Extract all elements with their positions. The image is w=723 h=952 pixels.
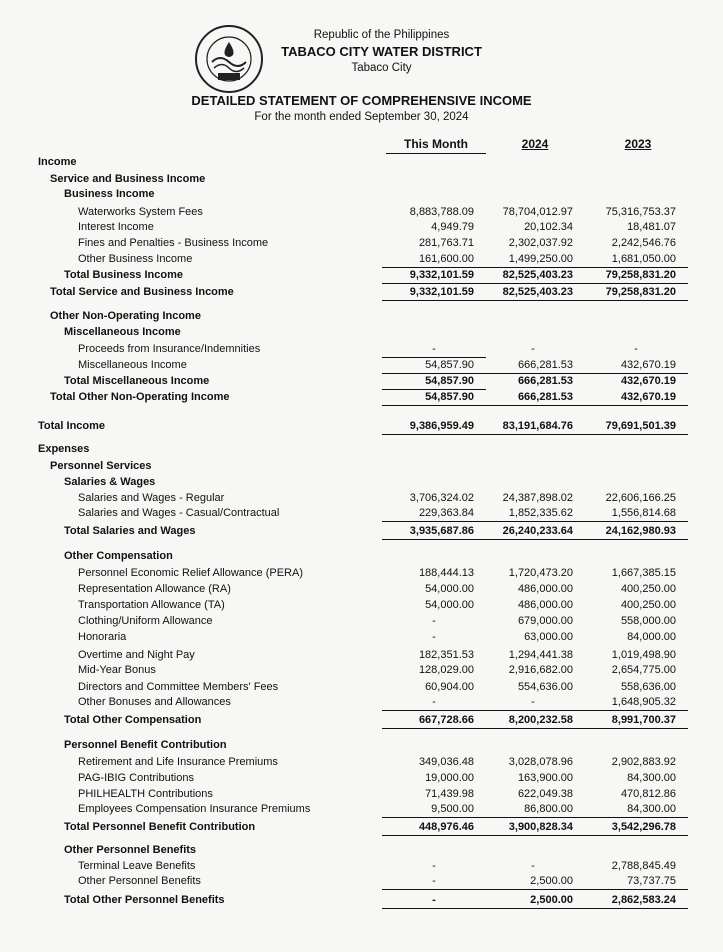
value-2024: 8,200,232.58 — [508, 714, 573, 726]
row-label: Service and Business Income — [50, 173, 206, 185]
row-label: Honoraria — [78, 631, 127, 643]
statement-row — [0, 582, 723, 596]
column-header-this-month: This Month — [404, 137, 468, 151]
value-this-month: - — [432, 343, 436, 355]
underline-rule — [382, 835, 486, 836]
underline-rule — [382, 710, 486, 711]
value-2024: 666,281.53 — [517, 359, 573, 371]
value-this-month: 54,857.90 — [425, 375, 474, 387]
statement-row — [0, 859, 723, 873]
value-2023: 432,670.19 — [620, 375, 676, 387]
value-2023: 2,788,845.49 — [611, 860, 676, 872]
underline-rule — [382, 908, 486, 909]
statement-row — [0, 738, 723, 752]
underline-rule — [584, 373, 688, 374]
statement-row — [0, 614, 723, 628]
underline-rule — [584, 728, 688, 729]
value-2024: 3,900,828.34 — [508, 821, 573, 833]
value-2024: 82,525,403.23 — [502, 286, 573, 298]
row-label: Representation Allowance (RA) — [78, 583, 231, 595]
value-2023: 3,542,296.78 — [611, 821, 676, 833]
underline-rule — [481, 817, 585, 818]
underline-rule — [382, 357, 486, 358]
value-this-month: 188,444.13 — [418, 567, 474, 579]
statement-row — [0, 442, 723, 456]
value-2023: 470,812.86 — [620, 788, 676, 800]
statement-row — [0, 663, 723, 677]
value-this-month: 54,857.90 — [425, 391, 474, 403]
value-this-month: 229,363.84 — [418, 507, 474, 519]
value-2024: 486,000.00 — [517, 583, 573, 595]
value-this-month: - — [432, 631, 436, 643]
value-this-month: - — [432, 860, 436, 872]
value-2023: 24,162,980.93 — [605, 525, 676, 537]
statement-row — [0, 695, 723, 709]
statement-row — [0, 419, 723, 433]
value-this-month: 349,036.48 — [418, 756, 474, 768]
statement-row — [0, 598, 723, 612]
value-this-month: 54,000.00 — [425, 599, 474, 611]
underline-rule — [382, 373, 486, 374]
column-header-2023: 2023 — [624, 137, 652, 151]
value-2024: 3,028,078.96 — [508, 756, 573, 768]
statement-row — [0, 874, 723, 888]
value-2024: 666,281.53 — [517, 391, 573, 403]
row-label: Clothing/Uniform Allowance — [78, 615, 213, 627]
value-2024: 26,240,233.64 — [502, 525, 573, 537]
row-label: Other Personnel Benefits — [78, 875, 201, 887]
row-label: PHILHEALTH Contributions — [78, 788, 213, 800]
underline-rule — [481, 908, 585, 909]
value-2024: - — [531, 343, 535, 355]
underline-rule — [584, 267, 688, 268]
row-label: Miscellaneous Income — [64, 326, 181, 338]
statement-row — [0, 524, 723, 538]
underline-rule — [481, 521, 585, 522]
statement-row — [0, 205, 723, 219]
value-2023: 73,737.75 — [627, 875, 676, 887]
republic-line: Republic of the Philippines — [313, 29, 450, 41]
underline-rule — [584, 300, 688, 301]
value-this-month: 3,706,324.02 — [409, 492, 474, 504]
value-2023: 8,991,700.37 — [611, 714, 676, 726]
underline-rule — [481, 300, 585, 301]
value-this-month: 4,949.79 — [431, 221, 474, 233]
statement-row — [0, 252, 723, 266]
row-label: Other Business Income — [78, 253, 193, 265]
underline-rule — [382, 267, 486, 268]
value-2023: 79,258,831.20 — [605, 269, 676, 281]
value-2024: 82,525,403.23 — [502, 269, 573, 281]
statement-row — [0, 325, 723, 339]
underline-rule — [481, 267, 585, 268]
statement-row — [0, 236, 723, 250]
value-2023: 1,556,814.68 — [611, 507, 676, 519]
underline-rule — [584, 539, 688, 540]
value-this-month: 128,029.00 — [418, 664, 474, 676]
organization-name: TABACO CITY WATER DISTRICT — [281, 44, 482, 59]
row-label: Total Salaries and Wages — [64, 525, 196, 537]
statement-row — [0, 843, 723, 857]
value-this-month: 161,600.00 — [418, 253, 474, 265]
row-label: Overtime and Night Pay — [78, 649, 195, 661]
statement-row — [0, 648, 723, 662]
row-label: Other Compensation — [64, 550, 173, 562]
row-label: Total Miscellaneous Income — [64, 375, 210, 387]
value-2024: 1,720,473.20 — [508, 567, 573, 579]
value-2024: - — [531, 860, 535, 872]
underline-rule — [382, 817, 486, 818]
value-2024: 86,800.00 — [524, 803, 573, 815]
underline-rule — [584, 405, 688, 406]
statement-row — [0, 566, 723, 580]
statement-period: For the month ended September 30, 2024 — [254, 111, 469, 123]
underline-rule — [481, 283, 585, 284]
underline-rule — [481, 539, 585, 540]
underline-rule — [382, 434, 486, 435]
statement-row — [0, 549, 723, 563]
row-label: Retirement and Life Insurance Premiums — [78, 756, 278, 768]
value-2024: 2,916,682.00 — [508, 664, 573, 676]
row-label: Directors and Committee Members' Fees — [78, 681, 279, 693]
value-2024: 20,102.34 — [524, 221, 573, 233]
underline-rule — [584, 434, 688, 435]
statement-row — [0, 787, 723, 801]
row-label: Total Service and Business Income — [50, 286, 234, 298]
statement-row — [0, 475, 723, 489]
value-2024: 1,294,441.38 — [508, 649, 573, 661]
row-label: Salaries and Wages - Casual/Contractual — [78, 507, 280, 519]
value-2023: 2,242,546.76 — [611, 237, 676, 249]
value-this-month: 9,332,101.59 — [409, 286, 474, 298]
statement-row — [0, 755, 723, 769]
value-2024: 83,191,684.76 — [502, 420, 573, 432]
statement-row — [0, 309, 723, 323]
row-label: Total Income — [38, 420, 106, 432]
row-label: Total Business Income — [64, 269, 183, 281]
underline-rule — [481, 405, 585, 406]
statement-row — [0, 802, 723, 816]
value-2023: 2,902,883.92 — [611, 756, 676, 768]
row-label: Total Other Non-Operating Income — [50, 391, 230, 403]
row-label: Total Personnel Benefit Contribution — [64, 821, 256, 833]
value-2023: 432,670.19 — [620, 359, 676, 371]
value-this-month: - — [432, 894, 436, 906]
statement-row — [0, 491, 723, 505]
row-label: Total Other Personnel Benefits — [64, 894, 225, 906]
statement-row — [0, 680, 723, 694]
value-2024: 622,049.38 — [517, 788, 573, 800]
value-this-month: 448,976.46 — [418, 821, 474, 833]
underline-rule — [382, 389, 486, 390]
value-2024: 2,302,037.92 — [508, 237, 573, 249]
underline-rule — [584, 908, 688, 909]
row-label: Interest Income — [78, 221, 154, 233]
value-2023: 75,316,753.37 — [605, 206, 676, 218]
underline-rule — [382, 521, 486, 522]
header-rule — [386, 153, 486, 154]
underline-rule — [584, 521, 688, 522]
row-label: Terminal Leave Benefits — [78, 860, 196, 872]
value-2024: 78,704,012.97 — [502, 206, 573, 218]
column-header-2024: 2024 — [521, 137, 549, 151]
underline-rule — [584, 835, 688, 836]
row-label: Income — [38, 156, 77, 168]
row-label: Business Income — [64, 188, 155, 200]
statement-row — [0, 771, 723, 785]
value-2023: 400,250.00 — [620, 583, 676, 595]
value-2024: 679,000.00 — [517, 615, 573, 627]
value-2023: 432,670.19 — [620, 391, 676, 403]
value-2024: 666,281.53 — [517, 375, 573, 387]
statement-title: DETAILED STATEMENT OF COMPREHENSIVE INCOME — [191, 93, 532, 108]
value-2023: - — [634, 343, 638, 355]
row-label: Other Bonuses and Allowances — [78, 696, 231, 708]
underline-rule — [382, 889, 486, 890]
underline-rule — [382, 539, 486, 540]
statement-row — [0, 220, 723, 234]
row-label: Salaries and Wages - Regular — [78, 492, 225, 504]
statement-row — [0, 893, 723, 907]
value-this-month: 182,351.53 — [418, 649, 474, 661]
underline-rule — [584, 283, 688, 284]
value-2023: 84,300.00 — [627, 803, 676, 815]
value-2023: 79,258,831.20 — [605, 286, 676, 298]
value-this-month: - — [432, 696, 436, 708]
statement-row — [0, 630, 723, 644]
statement-row — [0, 374, 723, 388]
value-this-month: 667,728.66 — [418, 714, 474, 726]
value-2023: 2,654,775.00 — [611, 664, 676, 676]
value-this-month: 9,500.00 — [431, 803, 474, 815]
row-label: Expenses — [38, 443, 90, 455]
statement-row — [0, 820, 723, 834]
value-2024: 554,636.00 — [517, 681, 573, 693]
value-this-month: 54,857.90 — [425, 359, 474, 371]
underline-rule — [481, 373, 585, 374]
underline-rule — [584, 889, 688, 890]
value-this-month: 9,332,101.59 — [409, 269, 474, 281]
underline-rule — [481, 710, 585, 711]
value-2023: 400,250.00 — [620, 599, 676, 611]
statement-row — [0, 342, 723, 356]
row-label: Fines and Penalties - Business Income — [78, 237, 269, 249]
row-label: Salaries & Wages — [64, 476, 156, 488]
value-2023: 84,000.00 — [627, 631, 676, 643]
value-2023: 1,648,905.32 — [611, 696, 676, 708]
city-line: Tabaco City — [351, 62, 412, 74]
value-this-month: 19,000.00 — [425, 772, 474, 784]
row-label: PAG-IBIG Contributions — [78, 772, 194, 784]
underline-rule — [382, 728, 486, 729]
row-label: Waterworks System Fees — [78, 206, 203, 218]
underline-rule — [382, 283, 486, 284]
underline-rule — [382, 300, 486, 301]
row-label: Proceeds from Insurance/Indemnities — [78, 343, 261, 355]
value-2024: 2,500.00 — [530, 875, 573, 887]
value-2024: 1,499,250.00 — [508, 253, 573, 265]
value-this-month: - — [432, 615, 436, 627]
row-label: Other Non-Operating Income — [50, 310, 201, 322]
statement-row — [0, 459, 723, 473]
row-label: Transportation Allowance (TA) — [78, 599, 225, 611]
underline-rule — [382, 405, 486, 406]
underline-rule — [481, 889, 585, 890]
value-2024: 1,852,335.62 — [508, 507, 573, 519]
value-2023: 1,681,050.00 — [611, 253, 676, 265]
value-2024: 24,387,898.02 — [502, 492, 573, 504]
value-this-month: 60,904.00 — [425, 681, 474, 693]
value-this-month: - — [432, 875, 436, 887]
value-2023: 2,862,583.24 — [611, 894, 676, 906]
value-2023: 18,481.07 — [627, 221, 676, 233]
value-this-month: 8,883,788.09 — [409, 206, 474, 218]
underline-rule — [584, 710, 688, 711]
row-label: Employees Compensation Insurance Premiums — [78, 803, 311, 815]
underline-rule — [481, 835, 585, 836]
value-this-month: 54,000.00 — [425, 583, 474, 595]
row-label: Other Personnel Benefits — [64, 844, 197, 856]
value-2023: 558,000.00 — [620, 615, 676, 627]
value-2023: 558,636.00 — [620, 681, 676, 693]
statement-row — [0, 155, 723, 169]
underline-rule — [481, 434, 585, 435]
statement-row — [0, 187, 723, 201]
row-label: Personnel Benefit Contribution — [64, 739, 227, 751]
value-this-month: 71,439.98 — [425, 788, 474, 800]
statement-row — [0, 506, 723, 520]
value-2023: 84,300.00 — [627, 772, 676, 784]
row-label: Personnel Economic Relief Allowance (PERA) — [78, 567, 303, 579]
value-2023: 1,667,385.15 — [611, 567, 676, 579]
statement-row — [0, 285, 723, 299]
value-2023: 79,691,501.39 — [605, 420, 676, 432]
value-2023: 1,019,498.90 — [611, 649, 676, 661]
underline-rule — [584, 817, 688, 818]
statement-row — [0, 268, 723, 282]
value-2024: 2,500.00 — [530, 894, 573, 906]
value-2023: 22,606,166.25 — [605, 492, 676, 504]
statement-row — [0, 713, 723, 727]
row-label: Total Other Compensation — [64, 714, 202, 726]
statement-row — [0, 358, 723, 372]
statement-row — [0, 390, 723, 404]
value-this-month: 3,935,687.86 — [409, 525, 474, 537]
row-label: Miscellaneous Income — [78, 359, 187, 371]
value-2024: 63,000.00 — [524, 631, 573, 643]
underline-rule — [481, 728, 585, 729]
value-2024: 163,900.00 — [517, 772, 573, 784]
value-2024: 486,000.00 — [517, 599, 573, 611]
row-label: Personnel Services — [50, 460, 152, 472]
value-this-month: 281,763.71 — [418, 237, 474, 249]
value-this-month: 9,386,959.49 — [409, 420, 474, 432]
statement-row — [0, 172, 723, 186]
value-2024: - — [531, 696, 535, 708]
row-label: Mid-Year Bonus — [78, 664, 156, 676]
